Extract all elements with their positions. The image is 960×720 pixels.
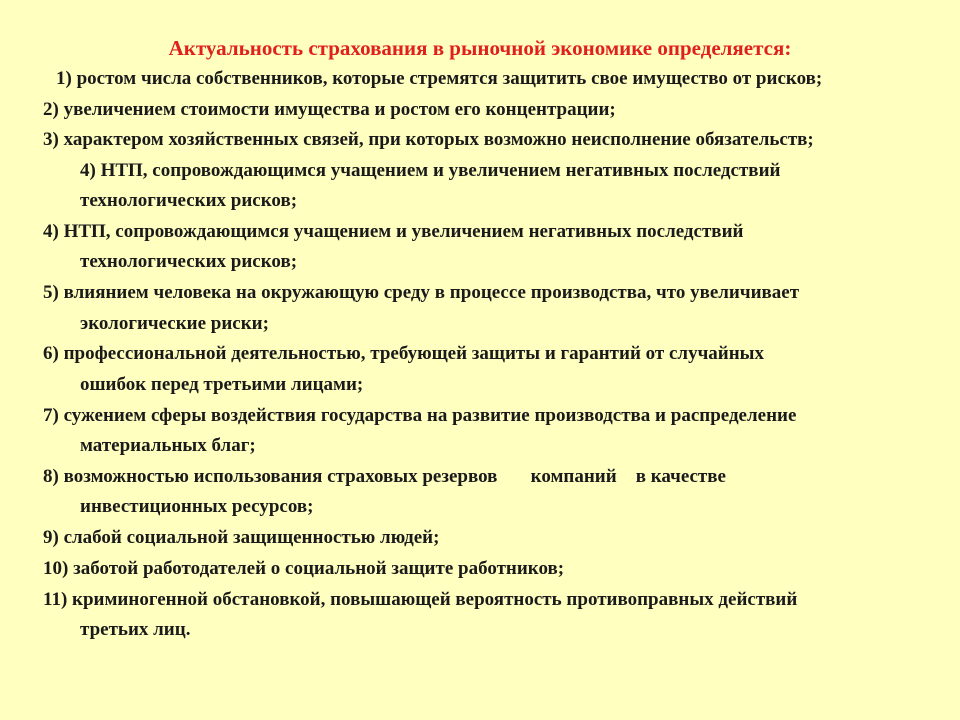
list-item-8: 8) возможностью использования страховых резервов компаний в качестве — [43, 466, 726, 487]
list-item-9: 9) слабой социальной защищенностью людей; — [43, 527, 440, 548]
list-item-4a: 4) НТП, сопровождающимся учащением и увеличением негативных последствий — [80, 160, 781, 181]
list-item-10: 10) заботой работодателей о социальной защите работников; — [43, 558, 565, 579]
list-item-7: 7) сужением сферы воздействия государства на развитие производства и распределение — [43, 405, 797, 426]
list-item-11-cont: третьих лиц. — [80, 619, 191, 640]
slide-title: Актуальность страхования в рыночной экономике определяется: — [168, 36, 792, 60]
list-item-5: 5) влиянием человека на окружающую среду в процессе производства, что увеличивает — [43, 282, 800, 303]
list-item-6-cont: ошибок перед третьими лицами; — [80, 374, 364, 395]
list-item-6: 6) профессиональной деятельностью, требующей защиты и гарантий от случайных — [43, 343, 765, 364]
list-item-5-cont: экологические риски; — [80, 313, 269, 334]
list-item-4b: 4) НТП, сопровождающимся учащением и увеличением негативных последствий — [43, 221, 744, 242]
list-item-1: 1) ростом числа собственников, которые стремятся защитить свое имущество от рисков; — [56, 68, 823, 89]
list-item-2: 2) увеличением стоимости имущества и ростом его концентрации; — [43, 99, 616, 120]
list-item-11: 11) криминогенной обстановкой, повышающей вероятность противоправных действий — [43, 589, 798, 610]
list-item-7-cont: материальных благ; — [80, 435, 256, 456]
list-item-3: 3) характером хозяйственных связей, при которых возможно неисполнение обязательств; — [43, 129, 814, 150]
list-item-4b-cont: технологических рисков; — [80, 251, 298, 272]
list-item-8-cont: инвестиционных ресурсов; — [80, 496, 314, 517]
list-item-4a-cont: технологических рисков; — [80, 190, 298, 211]
